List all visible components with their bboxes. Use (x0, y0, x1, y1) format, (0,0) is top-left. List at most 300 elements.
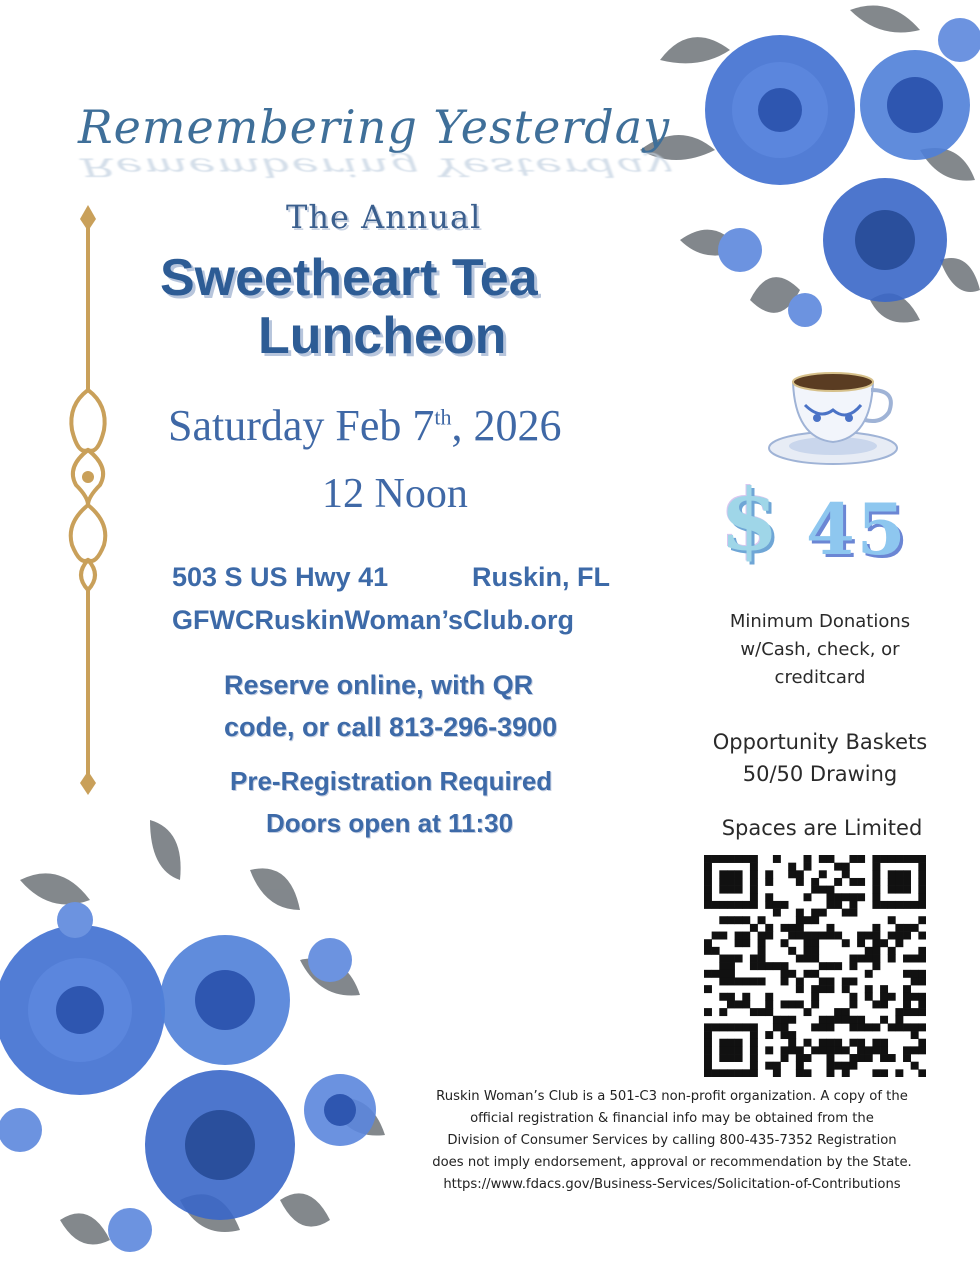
qr-module (834, 1039, 842, 1047)
qr-module (819, 985, 827, 993)
qr-module (903, 932, 911, 940)
qr-module (826, 1016, 834, 1024)
qr-module (911, 924, 919, 932)
qr-module (849, 993, 857, 1001)
qr-module (834, 878, 842, 886)
qr-module (903, 878, 911, 886)
qr-module (857, 932, 865, 940)
drawing-note: 50/50 Drawing (742, 762, 898, 786)
qr-module (872, 1046, 880, 1054)
qr-module (781, 977, 789, 985)
qr-module (712, 947, 720, 955)
qr-module (788, 1016, 796, 1024)
qr-module (781, 1046, 789, 1054)
qr-module (750, 955, 758, 963)
qr-module (765, 932, 773, 940)
qr-module (811, 947, 819, 955)
qr-module (704, 855, 712, 863)
qr-module (765, 1000, 773, 1008)
disclaimer-line3: Division of Consumer Services by calling 800-435-7352 Registration (447, 1133, 897, 1148)
qr-module (888, 886, 896, 894)
qr-module (788, 1031, 796, 1039)
extras-block (690, 726, 950, 790)
qr-module (842, 985, 850, 993)
qr-module (903, 1054, 911, 1062)
qr-module (712, 932, 720, 940)
qr-module (704, 901, 712, 909)
qr-module (865, 985, 873, 993)
gold-scroll-ornament (58, 205, 118, 795)
qr-module (758, 1008, 766, 1016)
qr-module (765, 1031, 773, 1039)
event-date (168, 400, 562, 451)
qr-module (895, 870, 903, 878)
qr-module (918, 901, 926, 909)
qr-module (742, 932, 750, 940)
qr-module (742, 1069, 750, 1077)
disclaimer-line1: Ruskin Woman’s Club is a 501-C3 non-profit organization. A copy of the (436, 1089, 908, 1104)
min-line2: w/Cash, check, or (740, 639, 900, 660)
script-title: Remembering Yesterday (78, 100, 671, 154)
qr-module (918, 1008, 926, 1016)
qr-module (788, 924, 796, 932)
qr-module (804, 855, 812, 863)
qr-module (750, 855, 758, 863)
qr-module (735, 932, 743, 940)
qr-module (742, 855, 750, 863)
qr-module (719, 1069, 727, 1077)
qr-module (880, 1046, 888, 1054)
event-city: Ruskin, FL (472, 562, 611, 592)
qr-module (865, 955, 873, 963)
qr-module (804, 1069, 812, 1077)
qr-module (773, 1069, 781, 1077)
qr-module (804, 970, 812, 978)
disclaimer-link[interactable]: https://www.fdacs.gov/Business-Services/Solicitation-of-Contributions (443, 1177, 901, 1192)
qr-module (765, 1008, 773, 1016)
qr-module (811, 1023, 819, 1031)
qr-module (788, 970, 796, 978)
qr-module (811, 932, 819, 940)
qr-module (811, 916, 819, 924)
event-time: 12 Noon (322, 471, 468, 517)
qr-module (918, 970, 926, 978)
qr-module (880, 1069, 888, 1077)
qr-module (849, 893, 857, 901)
qr-module (712, 1069, 720, 1077)
qr-module (911, 855, 919, 863)
qr-module (719, 1046, 727, 1054)
qr-module (880, 993, 888, 1001)
qr-module (758, 947, 766, 955)
qr-module (719, 916, 727, 924)
qr-module (704, 985, 712, 993)
qr-module (796, 1046, 804, 1054)
doors-open-note: Doors open at 11:30 (266, 808, 514, 838)
qr-module (849, 1023, 857, 1031)
qr-module (872, 878, 880, 886)
qr-module (796, 955, 804, 963)
qr-module (918, 993, 926, 1001)
qr-module (918, 1039, 926, 1047)
qr-module (880, 939, 888, 947)
qr-module (742, 977, 750, 985)
qr-module (903, 855, 911, 863)
qr-module (895, 886, 903, 894)
qr-module (857, 1039, 865, 1047)
qr-module (796, 870, 804, 878)
qr-module (911, 1023, 919, 1031)
qr-module (758, 977, 766, 985)
qr-module (704, 939, 712, 947)
qr-module (765, 962, 773, 970)
qr-module (842, 1016, 850, 1024)
qr-module (911, 993, 919, 1001)
qr-code[interactable] (704, 855, 926, 1077)
qr-module (811, 878, 819, 886)
qr-module (865, 1046, 873, 1054)
qr-module (765, 878, 773, 886)
qr-module (834, 932, 842, 940)
qr-module (819, 977, 827, 985)
qr-module (888, 947, 896, 955)
qr-module (872, 962, 880, 970)
qr-module (750, 977, 758, 985)
qr-module (719, 932, 727, 940)
qr-module (911, 1046, 919, 1054)
qr-module (834, 1062, 842, 1070)
qr-module (781, 1000, 789, 1008)
qr-module (903, 970, 911, 978)
qr-module (750, 1062, 758, 1070)
qr-module (911, 901, 919, 909)
qr-module (865, 993, 873, 1001)
qr-module (781, 1031, 789, 1039)
qr-module (826, 962, 834, 970)
script-title-reflection: Remembering Yesterday (80, 152, 673, 182)
qr-module (727, 1046, 735, 1054)
qr-module (727, 1000, 735, 1008)
qr-module (765, 870, 773, 878)
qr-module (773, 901, 781, 909)
qr-module (880, 1039, 888, 1047)
qr-module (750, 1054, 758, 1062)
qr-module (895, 1069, 903, 1077)
qr-module (903, 1023, 911, 1031)
qr-module (872, 924, 880, 932)
qr-module (880, 855, 888, 863)
qr-module (842, 893, 850, 901)
qr-module (918, 916, 926, 924)
qr-module (842, 870, 850, 878)
qr-module (750, 1023, 758, 1031)
qr-module (918, 1046, 926, 1054)
qr-module (918, 1000, 926, 1008)
qr-module (750, 878, 758, 886)
qr-module (819, 855, 827, 863)
qr-module (872, 1000, 880, 1008)
qr-module (719, 962, 727, 970)
qr-module (804, 1008, 812, 1016)
qr-module (796, 932, 804, 940)
qr-module (834, 1016, 842, 1024)
qr-module (735, 870, 743, 878)
opportunity-baskets: Opportunity Baskets (712, 730, 928, 754)
qr-module (849, 1062, 857, 1070)
qr-module (880, 1016, 888, 1024)
qr-module (727, 1069, 735, 1077)
qr-module (918, 886, 926, 894)
qr-module (888, 878, 896, 886)
qr-module (903, 924, 911, 932)
qr-module (849, 901, 857, 909)
qr-module (849, 855, 857, 863)
qr-module (826, 1062, 834, 1070)
event-date-suffix: th (434, 404, 452, 430)
qr-module (857, 893, 865, 901)
qr-module (727, 970, 735, 978)
qr-module (727, 993, 735, 1001)
qr-module (811, 886, 819, 894)
qr-module (849, 878, 857, 886)
qr-module (811, 955, 819, 963)
qr-module (796, 924, 804, 932)
qr-module (750, 901, 758, 909)
qr-module (727, 916, 735, 924)
qr-module (842, 863, 850, 871)
qr-module (880, 1000, 888, 1008)
qr-module (719, 970, 727, 978)
qr-module (781, 924, 789, 932)
qr-module (872, 893, 880, 901)
disclaimer-line4: does not imply endorsement, approval or recommendation by the State. (432, 1155, 912, 1170)
qr-module (857, 1023, 865, 1031)
qr-module (758, 962, 766, 970)
qr-module (918, 863, 926, 871)
qr-module (719, 1008, 727, 1016)
qr-module (834, 962, 842, 970)
spaces-limited: Spaces are Limited (721, 816, 923, 840)
qr-module (735, 1000, 743, 1008)
qr-module (842, 909, 850, 917)
qr-module (819, 932, 827, 940)
teacup-illustration (765, 360, 905, 470)
dollar-sign: $ (720, 470, 779, 569)
qr-module (788, 947, 796, 955)
qr-module (727, 855, 735, 863)
qr-module (811, 1000, 819, 1008)
qr-module (872, 870, 880, 878)
qr-module (895, 901, 903, 909)
qr-module (804, 1054, 812, 1062)
qr-module (918, 947, 926, 955)
qr-module (872, 939, 880, 947)
qr-module (872, 1039, 880, 1047)
qr-module (849, 909, 857, 917)
qr-module (895, 1023, 903, 1031)
club-website[interactable]: GFWCRuskinWoman’sClub.org (172, 605, 574, 635)
qr-module (895, 1008, 903, 1016)
min-line3: creditcard (774, 667, 866, 688)
qr-module (819, 962, 827, 970)
qr-module (719, 870, 727, 878)
qr-module (796, 1062, 804, 1070)
qr-module (811, 985, 819, 993)
qr-module (727, 955, 735, 963)
qr-module (865, 970, 873, 978)
qr-module (727, 1054, 735, 1062)
qr-module (911, 970, 919, 978)
qr-module (773, 1016, 781, 1024)
qr-module (796, 878, 804, 886)
qr-module (826, 855, 834, 863)
qr-module (781, 1054, 789, 1062)
event-date-year: , 2026 (451, 401, 562, 450)
qr-module (918, 870, 926, 878)
qr-module (735, 1046, 743, 1054)
qr-module (704, 1046, 712, 1054)
qr-module (704, 1054, 712, 1062)
qr-module (796, 1069, 804, 1077)
qr-module (865, 932, 873, 940)
qr-module (727, 1039, 735, 1047)
qr-module (826, 985, 834, 993)
floral-top-right (620, 0, 980, 380)
qr-module (880, 1054, 888, 1062)
qr-module (857, 855, 865, 863)
qr-module (918, 977, 926, 985)
qr-module (788, 932, 796, 940)
qr-module (727, 878, 735, 886)
qr-module (819, 870, 827, 878)
qr-module (719, 886, 727, 894)
qr-module (719, 993, 727, 1001)
qr-module (758, 939, 766, 947)
qr-module (727, 977, 735, 985)
qr-module (911, 1008, 919, 1016)
qr-module (788, 1039, 796, 1047)
qr-module (735, 939, 743, 947)
qr-module (903, 901, 911, 909)
qr-module (804, 893, 812, 901)
qr-module (765, 1046, 773, 1054)
qr-module (819, 1046, 827, 1054)
qr-module (826, 1023, 834, 1031)
qr-module (819, 1016, 827, 1024)
qr-module (765, 1062, 773, 1070)
qr-module (742, 993, 750, 1001)
qr-module (918, 1069, 926, 1077)
qr-module (704, 947, 712, 955)
qr-module (865, 947, 873, 955)
qr-module (742, 901, 750, 909)
qr-module (888, 870, 896, 878)
qr-module (750, 1069, 758, 1077)
qr-module (857, 955, 865, 963)
reserve-line1: Reserve online, with QR (224, 670, 534, 700)
reserve-line2: code, or call 813-296-3900 (224, 712, 558, 742)
qr-module (758, 955, 766, 963)
disclaimer-line2: official registration & financial info may be obtained from the (470, 1111, 874, 1126)
qr-module (727, 901, 735, 909)
qr-module (712, 901, 720, 909)
qr-module (796, 909, 804, 917)
qr-module (704, 1039, 712, 1047)
qr-module (781, 962, 789, 970)
qr-module (750, 1031, 758, 1039)
qr-module (788, 1000, 796, 1008)
qr-module (826, 886, 834, 894)
qr-module (727, 1023, 735, 1031)
qr-module (918, 855, 926, 863)
qr-module (849, 1000, 857, 1008)
qr-module (903, 955, 911, 963)
qr-module (895, 932, 903, 940)
qr-module (735, 901, 743, 909)
qr-module (819, 909, 827, 917)
qr-module (781, 1023, 789, 1031)
qr-module (849, 1054, 857, 1062)
qr-module (880, 901, 888, 909)
qr-module (895, 855, 903, 863)
qr-module (857, 878, 865, 886)
qr-module (903, 1046, 911, 1054)
qr-module (842, 1069, 850, 1077)
qr-module (758, 916, 766, 924)
qr-module (773, 1062, 781, 1070)
qr-module (735, 955, 743, 963)
qr-module (888, 855, 896, 863)
preregistration-note: Pre-Registration Required (230, 766, 553, 796)
qr-module (857, 1054, 865, 1062)
qr-module (712, 855, 720, 863)
qr-module (903, 985, 911, 993)
qr-module (834, 1008, 842, 1016)
qr-module (888, 916, 896, 924)
qr-module (719, 855, 727, 863)
qr-module (735, 977, 743, 985)
qr-module (918, 878, 926, 886)
qr-module (857, 1016, 865, 1024)
qr-module (804, 955, 812, 963)
qr-module (704, 1023, 712, 1031)
qr-module (765, 901, 773, 909)
qr-module (735, 855, 743, 863)
qr-module (826, 977, 834, 985)
qr-module (872, 901, 880, 909)
qr-module (750, 1008, 758, 1016)
qr-module (826, 1054, 834, 1062)
event-address: 503 S US Hwy 41 (172, 562, 389, 592)
qr-module (811, 970, 819, 978)
qr-module (719, 977, 727, 985)
qr-module (781, 970, 789, 978)
minimum-donations (690, 608, 950, 692)
pre-title: The Annual (286, 198, 482, 236)
qr-module (918, 893, 926, 901)
qr-module (742, 1000, 750, 1008)
qr-module (834, 893, 842, 901)
qr-module (788, 863, 796, 871)
qr-module (735, 886, 743, 894)
qr-module (872, 1069, 880, 1077)
qr-module (704, 1062, 712, 1070)
qr-module (735, 1023, 743, 1031)
qr-module (849, 1039, 857, 1047)
qr-module (735, 1069, 743, 1077)
qr-module (804, 916, 812, 924)
qr-module (888, 932, 896, 940)
